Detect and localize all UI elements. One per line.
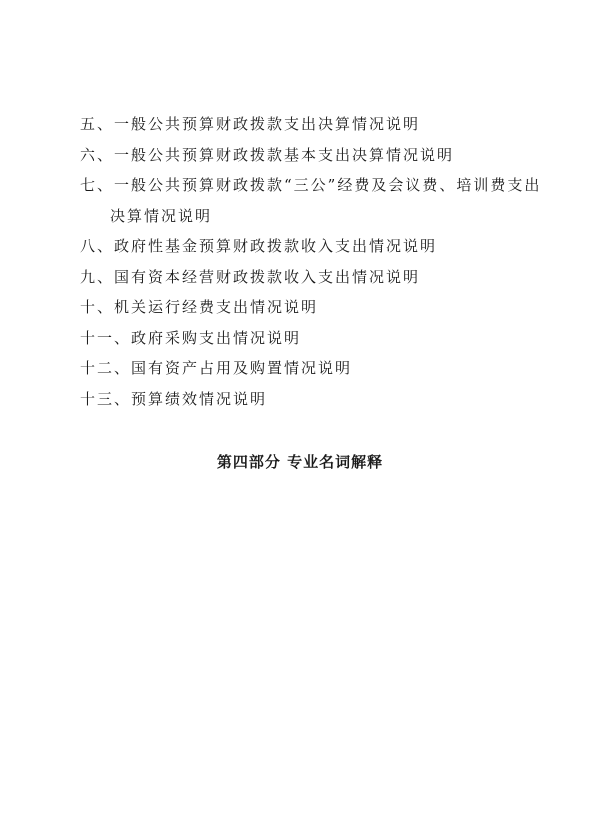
section-heading: 第四部分 专业名词解释 xyxy=(216,453,384,471)
toc-item-5: 五、一般公共预算财政拨款支出决算情况说明 xyxy=(80,115,421,133)
toc-item-11: 十一、政府采购支出情况说明 xyxy=(80,329,302,347)
toc-item-13: 十三、预算绩效情况说明 xyxy=(80,390,268,408)
toc-item-8: 八、政府性基金预算财政拨款收入支出情况说明 xyxy=(80,237,438,255)
toc-item-9: 九、国有资本经营财政拨款收入支出情况说明 xyxy=(80,268,421,286)
toc-item-7: 七、一般公共预算财政拨款“三公”经费及会议费、培训费支出 xyxy=(80,176,542,194)
toc-item-6: 六、一般公共预算财政拨款基本支出决算情况说明 xyxy=(80,146,455,164)
toc-item-10: 十、机关运行经费支出情况说明 xyxy=(80,298,319,316)
toc-item-7-continued: 决算情况说明 xyxy=(110,207,213,225)
toc-item-12: 十二、国有资产占用及购置情况说明 xyxy=(80,359,353,377)
